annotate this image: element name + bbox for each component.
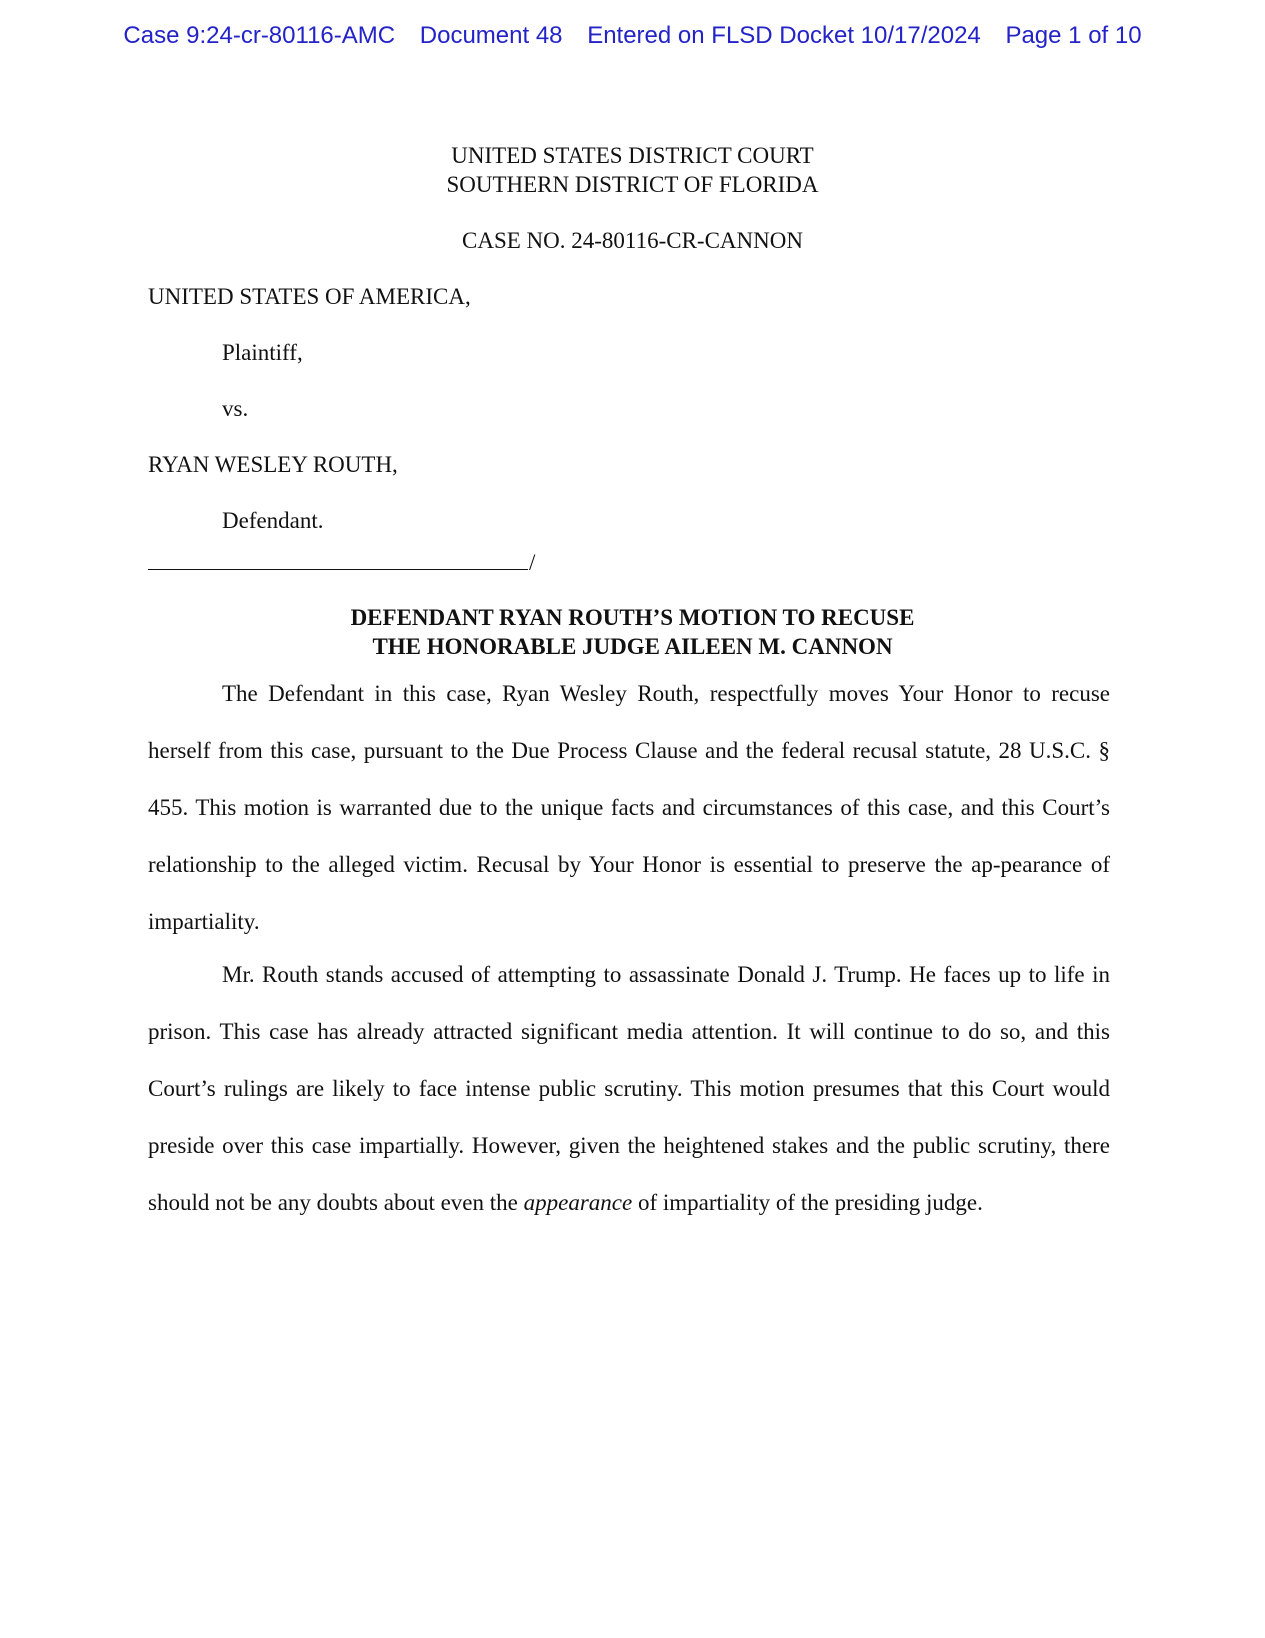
body-paragraph-2-tail: of impartiality of the presiding judge. [637, 1190, 983, 1215]
body-paragraph-2 [148, 946, 1110, 1231]
document-number-stamp: Document 48 [419, 22, 563, 49]
defendant-role: Defendant. [222, 508, 324, 533]
motion-title-line1: DEFENDANT RYAN ROUTH’S MOTION TO RECUSE [350, 605, 915, 630]
plaintiff-name: UNITED STATES OF AMERICA, [148, 284, 471, 309]
court-district: SOUTHERN DISTRICT OF FLORIDA [446, 172, 819, 197]
ecf-docket-header [0, 22, 1265, 50]
body-paragraph-1-text: The Defendant in this case, Ryan Wesley Routh, respectfully moves Your Honor to recuse herself from this case, pursuant to the Due Process Clause and the federal recusal statute, 28 U.S.C. § 455. This motion is warranted due to the unique facts and circumstances of this case, and this Court’s relationship to the alleged victim. Recusal by Your Honor is essential to preserve the ap-pearance of impartiality. [148, 681, 1110, 934]
versus-label: vs. [222, 396, 249, 421]
case-number: CASE NO. 24-80116-CR-CANNON [462, 228, 803, 253]
body-paragraph-2-emphasis: appearance [523, 1190, 633, 1215]
caption-rule-slash: / [529, 550, 536, 575]
body-paragraph-2-text: Mr. Routh stands accused of attempting to assassinate Donald J. Trump. He faces up to life in prison. This case has already attracted significant media attention. It will continue to do so, and this Court’s rulings are likely to face intense public scrutiny. This motion presumes that this Court would preside over this case impartially. However, given the heightened stakes and the public scrutiny, there should not be any doubts about even the [148, 962, 1110, 1215]
case-number-stamp: Case 9:24-cr-80116-AMC [123, 22, 396, 49]
defendant-name: RYAN WESLEY ROUTH, [148, 452, 398, 477]
caption-divider [148, 548, 535, 577]
plaintiff-role: Plaintiff, [222, 340, 303, 365]
page-count-stamp: Page 1 of 10 [1005, 22, 1142, 49]
caption-rule-line [148, 569, 528, 570]
docket-entry-stamp: Entered on FLSD Docket 10/17/2024 [587, 22, 981, 49]
body-paragraph-1 [148, 665, 1110, 950]
court-name: UNITED STATES DISTRICT COURT [451, 143, 814, 168]
motion-title-line2: THE HONORABLE JUDGE AILEEN M. CANNON [372, 634, 893, 659]
motion-title [0, 603, 1265, 661]
